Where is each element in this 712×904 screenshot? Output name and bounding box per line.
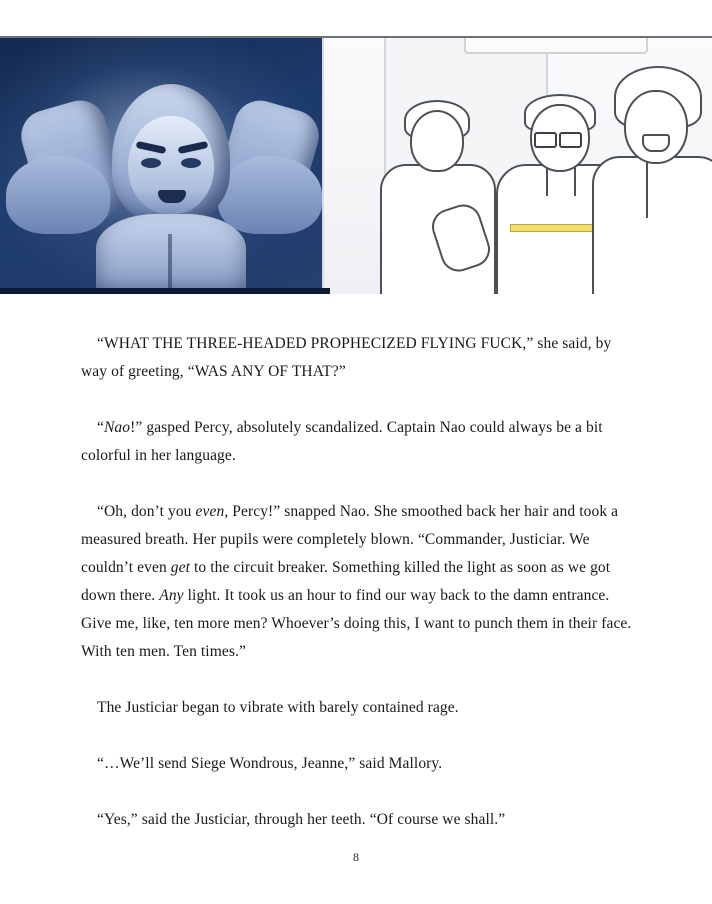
ink-drip [6,293,20,294]
mouth [158,190,186,203]
paragraph: “Oh, don’t you even, Percy!” snapped Nao. She smoothed back her hair and took a measured breath. Her pupils were completely blown. “Commander, Justiciar. We couldn’t even get to the circuit breaker. Something killed the light as soon as we got down there. Any light. It took us an hour to find our way back to the damn entrance. Give me, like, ten more men? Whoever’s doing this, I want to punch them in their face. With ten men. Ten times.” [81,503,632,660]
emphasis: Any [159,587,184,604]
ink-drip-edge [0,288,712,294]
eye-right [181,158,201,168]
illustration-right-panel [324,38,712,294]
paragraph: The Justiciar began to vibrate with barely contained rage. [97,699,459,716]
page-number: 8 [353,850,359,864]
paragraph: “…We’ll send Siege Wondrous, Jeanne,” said Mallory. [97,755,443,772]
character-c-head [624,90,688,164]
eye-left [141,158,161,168]
ink-drip [256,293,270,294]
body-text [81,330,633,862]
ink-drip [56,293,66,294]
emphasis: Nao [103,419,131,436]
character-c-body [592,156,712,294]
paragraph: “Nao!” gasped Percy, absolutely scandalized. Captain Nao could always be a bit colorful in her language. [81,419,603,464]
armor-shoulder-right [218,156,322,234]
paragraph: “Yes,” said the Justiciar, through her teeth. “Of course we shall.” [97,811,506,828]
character-c-mouth [642,134,670,152]
emphasis: get [170,559,191,576]
ink-drip [148,293,160,294]
ink-drip [196,293,206,294]
illustration-left-panel [0,38,322,294]
ink-drip [306,293,315,294]
armor-shoulder-left [6,156,110,234]
glasses-icon [534,132,582,144]
ink-drip [96,293,112,294]
ink-base [0,288,330,294]
emphasis: even [195,503,225,520]
comic-panel-illustration [0,36,712,294]
character-a-head [410,110,464,172]
ceiling-panel [464,38,648,54]
armor-torso-seam [168,234,172,294]
character-c-lapel [646,158,648,218]
paragraph: “WHAT THE THREE-HEADED PROPHECIZED FLYING FUCK,” she said, by way of greeting, “WAS ANY OF THAT?” [81,335,612,380]
